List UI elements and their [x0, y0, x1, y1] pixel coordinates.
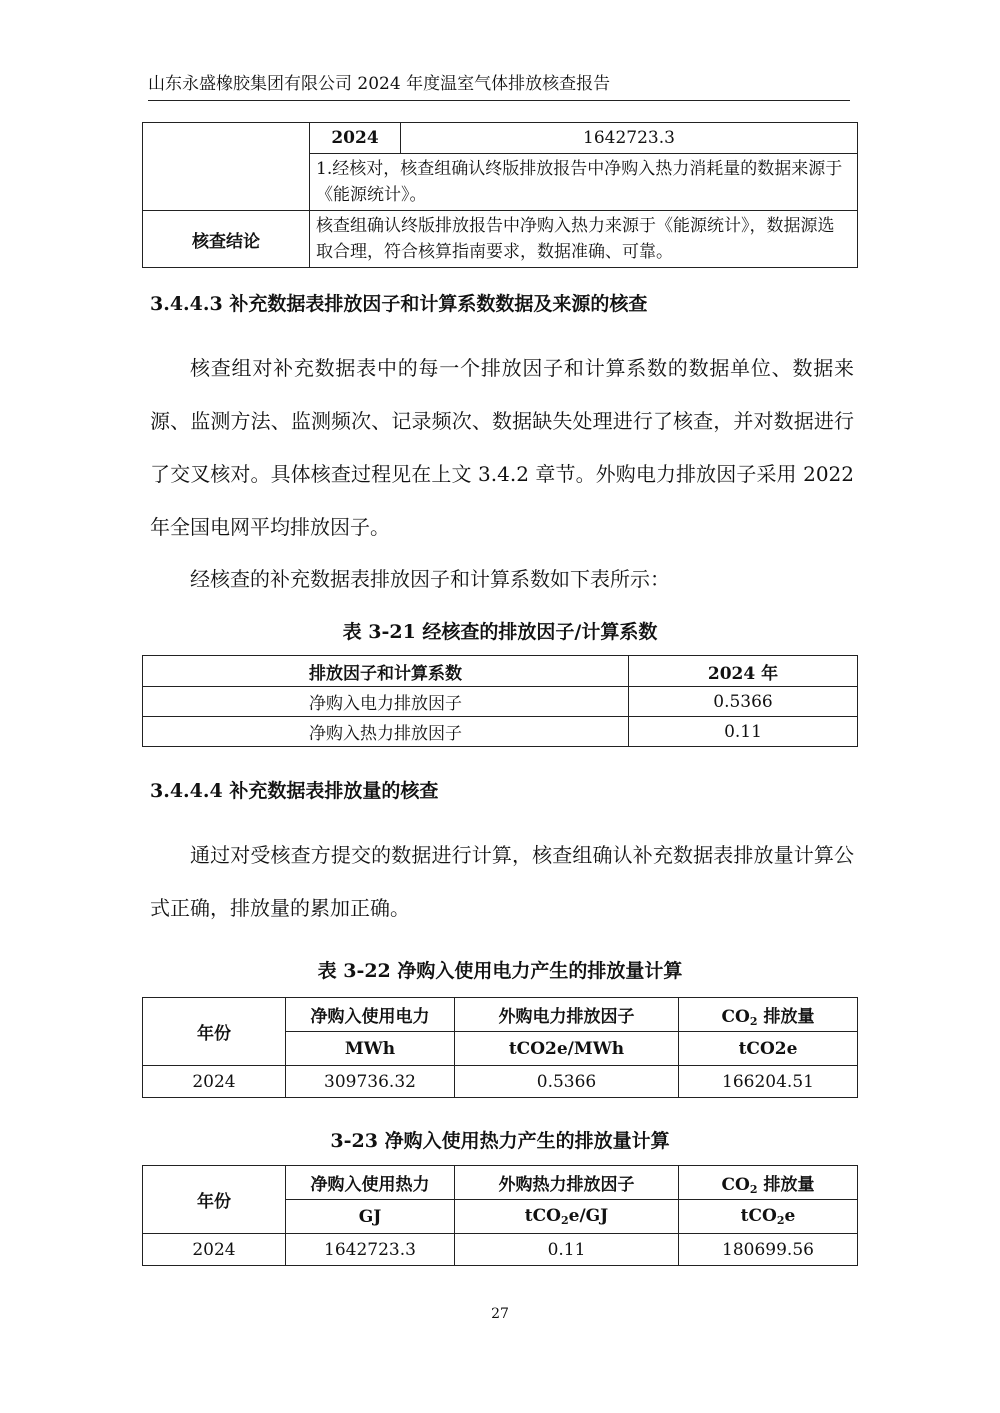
- table-322-header: 外购电力排放因子: [455, 998, 679, 1032]
- table-323-cell: 1642723.3: [286, 1234, 455, 1266]
- co2-suffix: 排放量: [757, 1174, 815, 1195]
- table-322-unit: MWh: [286, 1032, 455, 1066]
- empty-cell: [143, 123, 310, 211]
- co2-text: CO: [721, 1006, 750, 1027]
- section-heading-3443: 3.4.4.3 补充数据表排放因子和计算系数数据及来源的核查: [150, 293, 648, 315]
- section-3443-paragraph: 核查组对补充数据表中的每一个排放因子和计算系数的数据单位、数据来源、监测方法、监测频次、记录频次、数据缺失处理进行了核查，并对数据进行了交叉核对。具体核查过程见在上文 3.4.2 章节。外购电力排放因子采用 2022 年全国电网平均排放因子。: [150, 356, 854, 539]
- unit-suffix: e/GJ: [568, 1206, 609, 1226]
- header-title: 山东永盛橡胶集团有限公司 2024 年度温室气体排放核查报告: [148, 74, 611, 94]
- year-cell: 2024: [310, 123, 401, 154]
- co2-text: CO: [721, 1174, 750, 1195]
- table-322-header: 净购入使用电力: [286, 998, 455, 1032]
- table-321-header: 2024 年: [629, 656, 858, 687]
- table-323: [142, 1165, 858, 1266]
- table-323-header: 净购入使用热力: [286, 1166, 455, 1200]
- table-323-unit: GJ: [286, 1200, 455, 1234]
- co2-subscript: 2: [749, 1014, 758, 1028]
- unit-subscript: 2: [776, 1214, 785, 1227]
- conclusion-label: 核查结论: [143, 211, 310, 268]
- table-322-cell: 309736.32: [286, 1066, 455, 1098]
- co2-subscript: 2: [749, 1182, 758, 1196]
- section-3444-paragraph: 通过对受核查方提交的数据进行计算，核查组确认补充数据表排放量计算公式正确，排放量的累加正确。: [150, 843, 854, 920]
- table-322-cell: 2024: [143, 1066, 286, 1098]
- unit-suffix: e: [784, 1206, 796, 1226]
- table-323-cell: 0.11: [455, 1234, 679, 1266]
- co2-suffix: 排放量: [757, 1006, 815, 1027]
- unit-text: tCO: [524, 1206, 561, 1226]
- section-heading-3444: 3.4.4.4 补充数据表排放量的核查: [150, 780, 439, 802]
- table-321-cell: 净购入电力排放因子: [143, 687, 629, 717]
- section-3443-paragraph-2: 经核查的补充数据表排放因子和计算系数如下表所示：: [190, 567, 670, 591]
- conclusion-text: 核查组确认终版排放报告中净购入热力来源于《能源统计》，数据源选取合理，符合核算指南要求，数据准确、可靠。: [310, 211, 858, 268]
- table-322-cell: 0.5366: [455, 1066, 679, 1098]
- table-321-cell: 0.5366: [629, 687, 858, 717]
- table-322-header: [679, 998, 858, 1032]
- table-323-unit: [679, 1200, 858, 1234]
- unit-text: tCO: [740, 1206, 777, 1226]
- table-321: [142, 655, 858, 747]
- table-322-unit: tCO2e/MWh: [455, 1032, 679, 1066]
- table-323-unit: [455, 1200, 679, 1234]
- unit-subscript: 2: [560, 1214, 569, 1227]
- page-number: 27: [491, 1306, 509, 1322]
- table-322-unit: tCO2e: [679, 1032, 858, 1066]
- table-323-year-header: 年份: [143, 1166, 286, 1234]
- table-323-header: 外购热力排放因子: [455, 1166, 679, 1200]
- table-323-cell: 2024: [143, 1234, 286, 1266]
- table-323-caption: 3-23 净购入使用热力产生的排放量计算: [330, 1130, 670, 1152]
- table-321-caption: 表 3-21 经核查的排放因子/计算系数: [342, 621, 658, 643]
- table-321-header: 排放因子和计算系数: [143, 656, 629, 687]
- table-323-cell: 180699.56: [679, 1234, 858, 1266]
- table-321-cell: 净购入热力排放因子: [143, 717, 629, 747]
- table-322-cell: 166204.51: [679, 1066, 858, 1098]
- table-322: [142, 997, 858, 1098]
- note-cell: 1.经核对，核查组确认终版排放报告中净购入热力消耗量的数据来源于《能源统计》。: [310, 154, 858, 211]
- table-322-year-header: 年份: [143, 998, 286, 1066]
- table-322-caption: 表 3-22 净购入使用电力产生的排放量计算: [317, 960, 683, 982]
- value-cell: 1642723.3: [401, 123, 858, 154]
- heat-consumption-table: [142, 122, 858, 268]
- page-header: [148, 72, 850, 101]
- table-321-cell: 0.11: [629, 717, 858, 747]
- table-323-header: [679, 1166, 858, 1200]
